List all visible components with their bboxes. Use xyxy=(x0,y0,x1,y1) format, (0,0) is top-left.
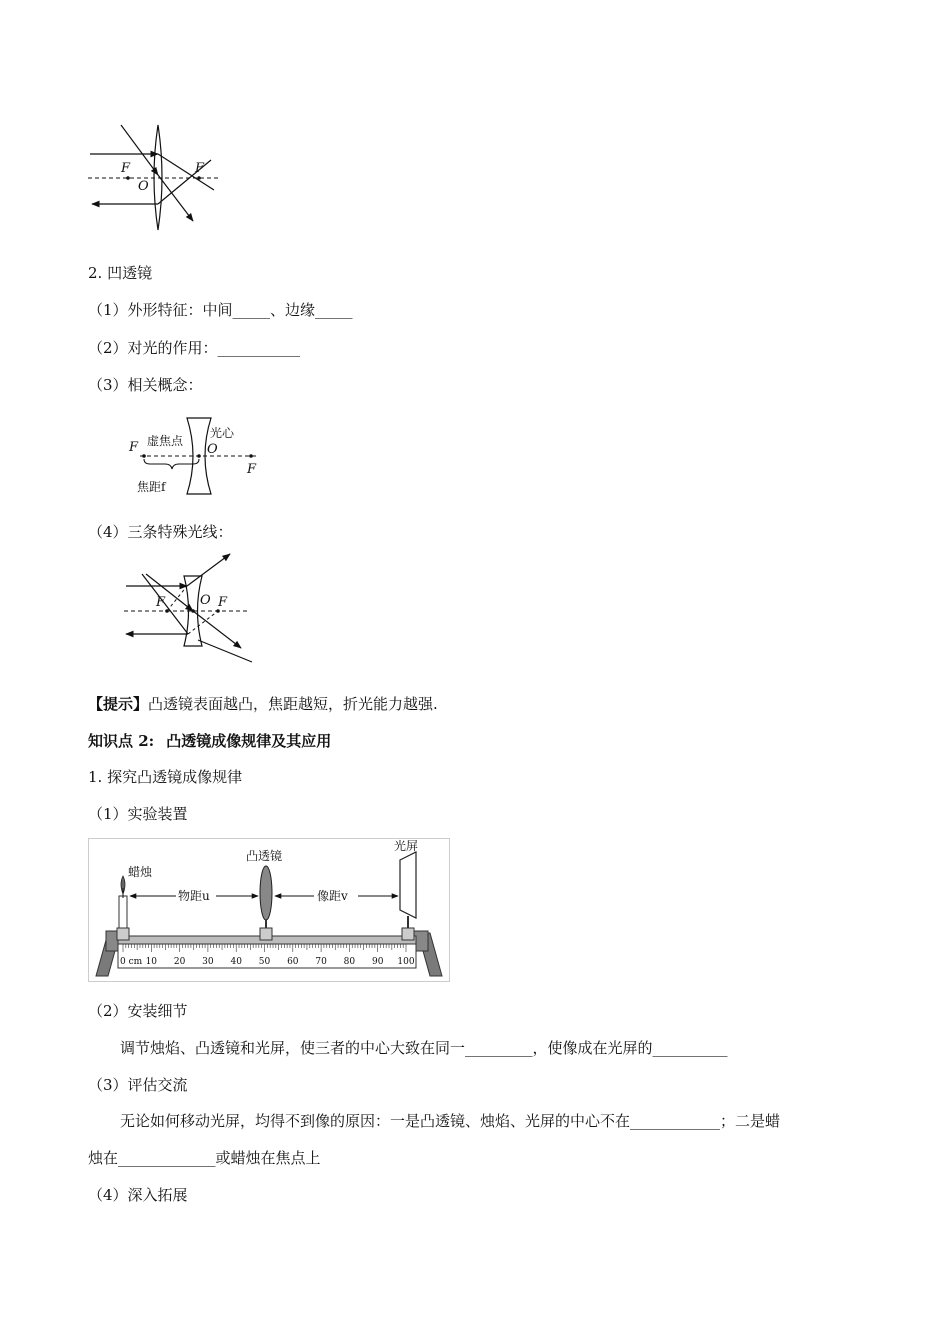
fig3-focus-left-label: F xyxy=(156,595,166,610)
evaluate-line-1: 无论如何移动光屏，均得不到像的原因：一是凸透镜、烛焰、光屏的中心不在____________；二是蜡 xyxy=(120,1112,781,1130)
item-install: （2）安装细节 xyxy=(88,1002,188,1020)
concave-lens-rays-diagram xyxy=(120,548,255,666)
concave-item-shape: （1）外形特征：中间_____、边缘_____ xyxy=(88,301,353,319)
concave-item-effect: （2）对光的作用：___________ xyxy=(88,339,301,357)
tip-text: 凸透镜表面越凸，焦距越短，折光能力越强. xyxy=(148,695,438,713)
fig3-center-label: O xyxy=(200,593,211,608)
concave-item-special-rays: （4）三条特殊光线： xyxy=(88,523,233,541)
fig1-focus-left-label: F xyxy=(121,161,131,176)
bench-tick-label: 10 xyxy=(145,957,158,967)
tip-paragraph xyxy=(88,694,438,714)
fig4-lens-label: 凸透镜 xyxy=(246,849,283,863)
bench-tick-label: 100 xyxy=(397,957,415,967)
fig4-candle-label: 蜡烛 xyxy=(128,865,153,879)
concave-item-concepts: （3）相关概念： xyxy=(88,376,203,394)
item-apparatus: （1）实验装置 xyxy=(88,805,188,823)
bench-tick-label: 80 xyxy=(343,957,356,967)
section-title: 凸透镜成像规律及其应用 xyxy=(166,732,332,750)
fig1-center-label: O xyxy=(138,179,149,194)
convex-lens-rays-diagram xyxy=(86,120,226,235)
fig2-center-label: O xyxy=(207,442,218,457)
fig1-focus-right-label: F xyxy=(195,161,205,176)
evaluate-line-2: 烛在_____________或蜡烛在焦点上 xyxy=(88,1149,321,1167)
fig4-object-distance-label: 物距u xyxy=(178,889,210,903)
fig2-focus-right-label: F xyxy=(247,462,257,477)
bench-tick-label: 70 xyxy=(315,957,327,967)
explore-title: 1. 探究凸透镜成像规律 xyxy=(88,768,243,786)
fig3-focus-right-label: F xyxy=(218,595,228,610)
bench-tick-label: 0 cm xyxy=(120,957,143,967)
bench-tick-label: 90 xyxy=(371,957,384,967)
section-label: 知识点 2: xyxy=(88,732,155,750)
section-heading xyxy=(88,731,331,751)
bench-tick-label: 50 xyxy=(258,957,271,967)
bench-tick-label: 60 xyxy=(287,957,299,967)
item-evaluate: （3）评估交流 xyxy=(88,1076,188,1094)
tip-label: 【提示】 xyxy=(88,695,149,713)
fig2-optical-center-label: 光心 xyxy=(210,426,235,440)
fig4-image-distance-label: 像距v xyxy=(317,889,348,903)
install-text: 调节烛焰、凸透镜和光屏，使三者的中心大致在同一_________，使像成在光屏的__________ xyxy=(120,1039,728,1057)
fig2-focus-left-label: F xyxy=(129,440,139,455)
concave-lens-concepts-diagram xyxy=(125,415,265,500)
optical-bench-diagram xyxy=(88,838,450,982)
bench-tick-label: 20 xyxy=(173,957,186,967)
item-extend: （4）深入拓展 xyxy=(88,1186,188,1204)
concave-lens-title: 2. 凹透镜 xyxy=(88,264,153,282)
fig4-screen-label: 光屏 xyxy=(394,839,419,853)
fig2-focal-length-label: 焦距f xyxy=(137,480,166,494)
fig2-virtual-focus-label: 虚焦点 xyxy=(147,434,184,448)
bench-tick-label: 30 xyxy=(202,957,214,967)
bench-tick-label: 40 xyxy=(230,957,242,967)
